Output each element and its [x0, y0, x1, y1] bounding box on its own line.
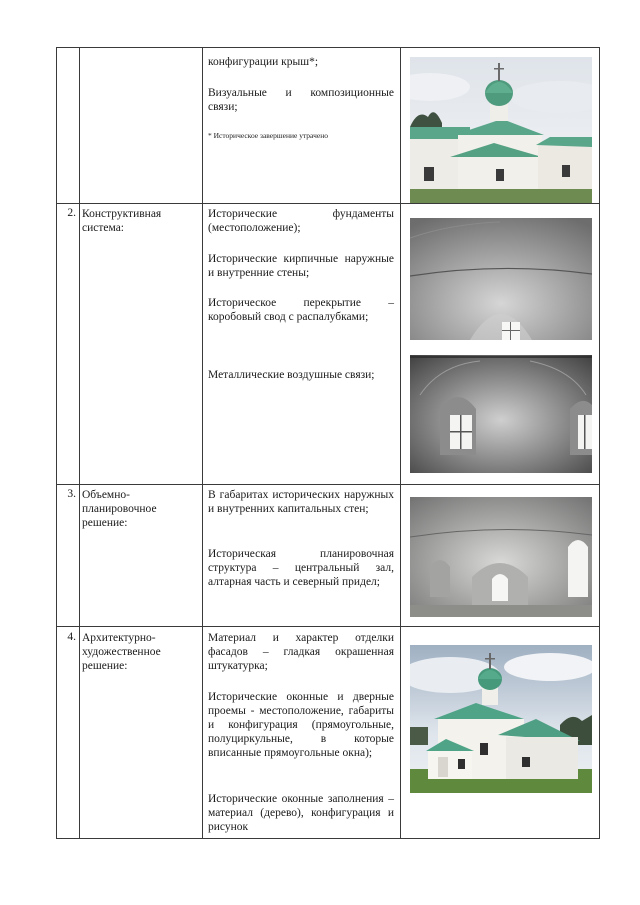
row1-paragraph-2: Визуальные и композиционные связи; [208, 87, 394, 113]
row4-number: 4. [67, 631, 76, 643]
row3-name: Объемно-планировочное решение: [82, 489, 157, 529]
row2-number: 2. [67, 207, 76, 219]
column-border-right [599, 47, 600, 839]
column-border-1 [79, 47, 80, 839]
row2-paragraph-4: Металлические воздушные связи; [208, 369, 375, 381]
row-divider-1 [56, 203, 600, 204]
vaulted-ceiling-photo [410, 218, 592, 340]
row4-paragraph-3: Исторические оконные заполнения – материал (дерево), конфигурация и рисунок [208, 793, 394, 833]
church-exterior-photo-1 [410, 57, 592, 203]
row-divider-3 [56, 626, 600, 627]
church-exterior-photo-2 [410, 645, 592, 793]
column-border-2 [202, 47, 203, 839]
table-top-border [56, 47, 600, 48]
row2-paragraph-2: Исторические кирпичные наружные и внутренние стены; [208, 253, 394, 279]
row3-number: 3. [67, 488, 76, 500]
row4-paragraph-1: Материал и характер отделки фасадов – гладкая окрашенная штукатурка; [208, 632, 394, 672]
central-hall-photo [410, 497, 592, 617]
row3-paragraph-1: В габаритах исторических наружных и внутренних капитальных стен; [208, 489, 394, 515]
column-border-3 [400, 47, 401, 839]
column-border-left [56, 47, 57, 839]
row-divider-2 [56, 484, 600, 485]
row2-paragraph-3: Историческое перекрытие – коробовый свод с распалубками; [208, 297, 394, 323]
interior-windows-photo [410, 355, 592, 473]
row1-paragraph-1: конфигурации крыш*; [208, 56, 319, 68]
row1-footnote: * Историческое завершение утрачено [208, 131, 328, 140]
table-bottom-border [56, 838, 600, 839]
row2-paragraph-1: Исторические фундаменты (местоположение); [208, 208, 394, 234]
row3-paragraph-2: Историческая планировочная структура – центральный зал, алтарная часть и северный придел; [208, 548, 394, 588]
row4-paragraph-2: Исторические оконные и дверные проемы - местоположение, габариты и конфигурация (прямоугольные, полуциркульные, в которые вписанные прямоугольные окна); [208, 691, 394, 759]
row2-name: Конструктивная система: [82, 208, 162, 234]
row4-name: Архитектурно-художественное решение: [82, 632, 161, 672]
